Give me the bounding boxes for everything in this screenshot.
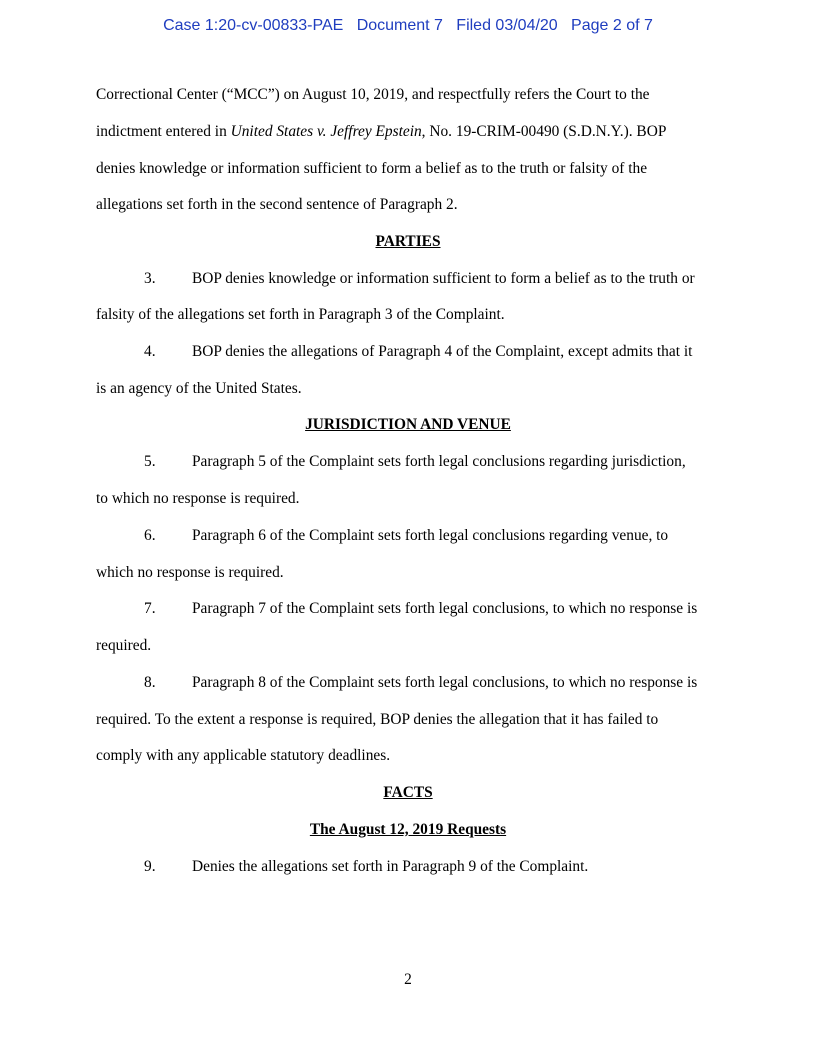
ecf-header [0, 17, 816, 35]
paragraph-3-line-2: falsity of the allegations set forth in Paragraph 3 of the Complaint. [96, 306, 505, 323]
paragraph-4-line-2: is an agency of the United States. [96, 380, 302, 397]
paragraph-6-line-1: Paragraph 6 of the Complaint sets forth legal conclusions regarding venue, to [192, 527, 669, 544]
paragraph-number: 7. [144, 600, 156, 617]
paragraph-number: 6. [144, 527, 156, 544]
case-citation: United States v. Jeffrey Epstein [230, 123, 422, 140]
paragraph-number: 9. [144, 858, 156, 875]
page-number: 2 [404, 971, 412, 988]
paragraph-5-line-2: to which no response is required. [96, 490, 300, 507]
paragraph-5-line-1: Paragraph 5 of the Complaint sets forth legal conclusions regarding jurisdiction, [192, 453, 686, 470]
paragraph-number: 8. [144, 674, 156, 691]
paragraph-3-line-1: BOP denies knowledge or information sufficient to form a belief as to the truth or [192, 270, 695, 287]
paragraph-number: 3. [144, 270, 156, 287]
paragraph-7-line-2: required. [96, 637, 152, 654]
paragraph-4-line-1: BOP denies the allegations of Paragraph 4 of the Complaint, except admits that it [192, 343, 693, 360]
heading-jurisdiction-venue: JURISDICTION AND VENUE [305, 416, 511, 433]
paragraph-6-line-2: which no response is required. [96, 564, 284, 581]
case-number: Case 1:20-cv-00833-PAE [163, 17, 344, 34]
continuation-line-4: allegations set forth in the second sentence of Paragraph 2. [96, 196, 458, 213]
heading-requests: The August 12, 2019 Requests [309, 821, 507, 838]
paragraph-9-line-1: Denies the allegations set forth in Paragraph 9 of the Complaint. [192, 858, 589, 875]
continuation-line-2: indictment entered in United States v. Jeffrey Epstein, No. 19-CRIM-00490 (S.D.N.Y.). BOP [96, 123, 667, 140]
document-number: Document 7 [356, 17, 443, 34]
paragraph-8-line-2: required. To the extent a response is required, BOP denies the allegation that it has failed to [96, 711, 659, 728]
paragraph-number: 5. [144, 453, 156, 470]
paragraph-number: 4. [144, 343, 156, 360]
heading-facts: FACTS [383, 784, 433, 801]
continuation-line-1: Correctional Center (“MCC”) on August 10, 2019, and respectfully refers the Court to the [96, 86, 650, 103]
continuation-line-3: denies knowledge or information sufficient to form a belief as to the truth or falsity of the [96, 160, 648, 177]
heading-parties: PARTIES [375, 233, 441, 250]
paragraph-8-line-3: comply with any applicable statutory deadlines. [96, 747, 391, 764]
paragraph-7-line-1: Paragraph 7 of the Complaint sets forth legal conclusions, to which no response is [192, 600, 698, 617]
paragraph-8-line-1: Paragraph 8 of the Complaint sets forth legal conclusions, to which no response is [192, 674, 698, 691]
filed-date: Filed 03/04/20 [456, 17, 558, 34]
page-of: Page 2 of 7 [571, 17, 653, 34]
